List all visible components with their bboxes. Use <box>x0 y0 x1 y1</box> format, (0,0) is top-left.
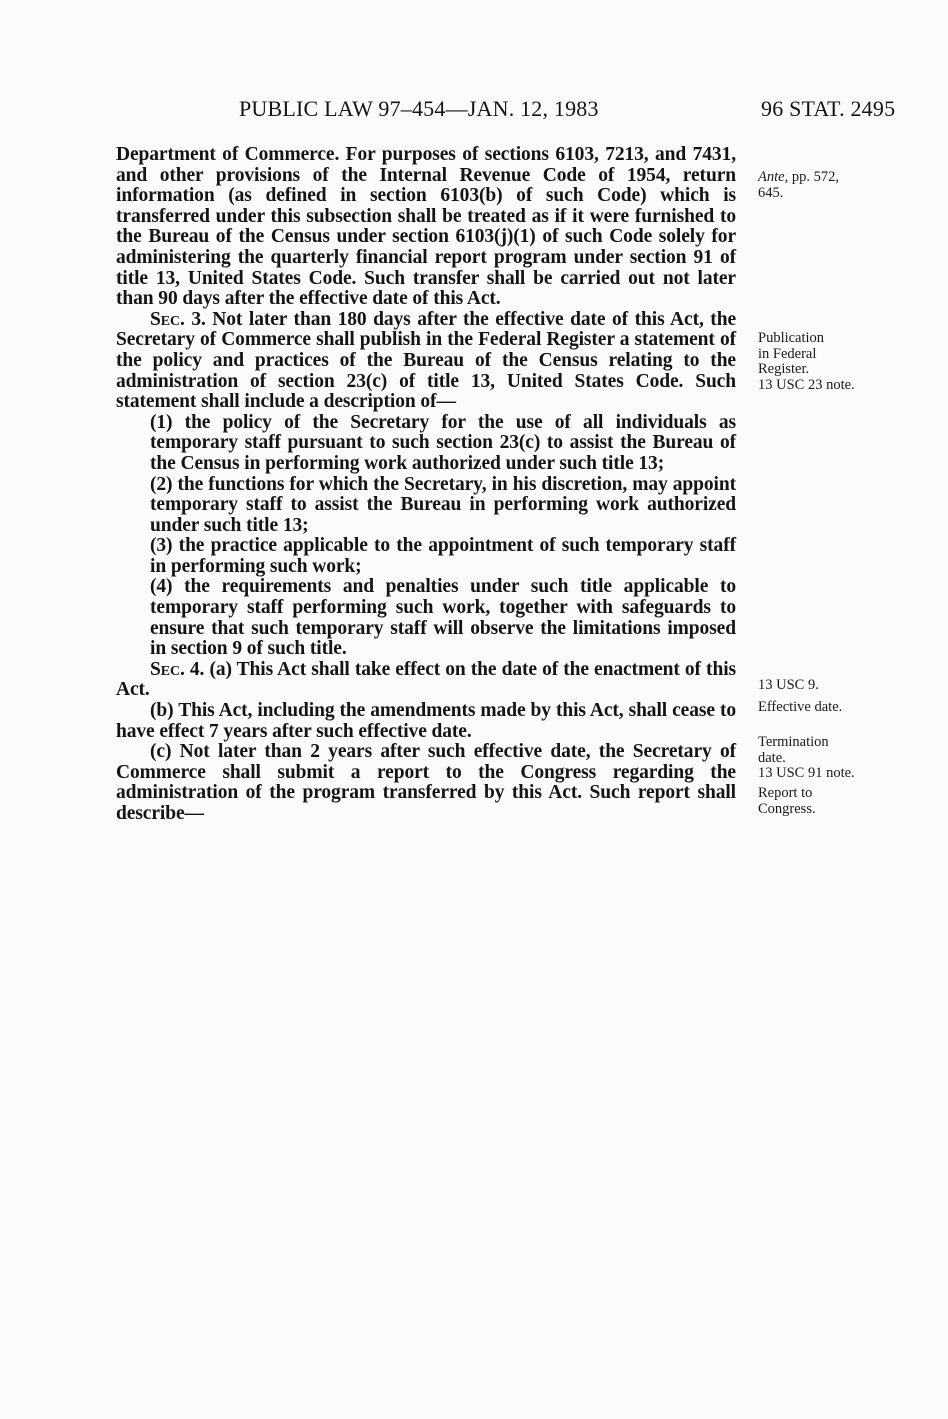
body-text <box>116 145 736 825</box>
usc-23-note: 13 USC 23 note. <box>758 376 855 393</box>
list-item: (1) the policy of the Secretary for the use of all individuals as temporary staff pursuant to such section 23(c) to assist the Bureau of the Census in performing work authorized under such title 13; <box>150 411 736 474</box>
margin-note-report <box>758 786 908 817</box>
section-4a-paragraph <box>116 660 736 701</box>
ante-page-cont: 645. <box>758 184 784 201</box>
page-header <box>0 96 948 126</box>
section-4b-paragraph: (b) This Act, including the amendments made by this Act, shall cease to have effect 7 years after such effective date. <box>116 700 736 742</box>
section-4c-paragraph: (c) Not later than 2 years after such effective date, the Secretary of Commerce shall submit a report to the Congress regarding the administration of the program transferred by this Act. Such report shall describe— <box>116 741 736 824</box>
law-title: PUBLIC LAW 97–454—JAN. 12, 1983 <box>239 96 599 121</box>
margin-note-ante <box>758 170 908 201</box>
section-3-label: Sec. 3. <box>150 308 206 330</box>
margin-note-usc-9 <box>758 678 908 694</box>
list-item: (3) the practice applicable to the appointment of such temporary staff in performing such work; <box>150 535 736 577</box>
publication-line: in Federal <box>758 345 817 362</box>
section-4a-text: (a) This Act shall take effect on the date of the enactment of this Act. <box>116 658 737 701</box>
publication-line: Publication <box>758 330 825 346</box>
section-3-text: Not later than 180 days after the effective date of this Act, the Secretary of Commerce shall publish in the Federal Register a statement of the policy and practices of the Bureau of the Census relating to the administration of section 23(c) of title 13, United States Code. Such statement shall include a description of— <box>116 308 736 413</box>
usc-9: 13 USC 9. <box>758 677 819 693</box>
report-line: Report to <box>758 785 813 801</box>
usc-91-note: 13 USC 91 note. <box>758 765 855 781</box>
paragraph-continuation: Department of Commerce. For purposes of sections 6103, 7213, and 7431, and other provisions of the Internal Revenue Code of 1954, return information (as defined in section 6103(b) of such Code) which is transferred under this subsection shall be treated as if it were furnished to the Bureau of the Census under section 6103(j)(1) of such Code solely for administering the quarterly financial report program under section 91 of title 13, United States Code. Such transfer shall be carried out not later than 90 days after the effective date of this Act. <box>116 144 736 310</box>
report-line: Congress. <box>758 800 816 817</box>
statute-reference: 96 STAT. 2495 <box>761 96 896 121</box>
list-item: (2) the functions for which the Secretary, in his discretion, may appoint temporary staff to assist the Bureau in performing work authorized under such title 13; <box>150 473 736 536</box>
margin-note-effective-date <box>758 700 908 716</box>
margin-note-publication <box>758 331 908 393</box>
list-item: (4) the requirements and penalties under such title applicable to temporary staff performing such work, together with safeguards to ensure that such temporary staff will observe the limitations imposed in section 9 of such title. <box>150 576 736 660</box>
ante-italic: Ante, <box>758 169 789 185</box>
effective-date: Effective date. <box>758 699 843 715</box>
section-4-label: Sec. 4. <box>150 658 205 680</box>
ante-pages: pp. 572, <box>788 169 839 185</box>
termination-line: Termination <box>758 734 829 750</box>
publication-line: Register. <box>758 361 810 377</box>
termination-line: date. <box>758 749 786 766</box>
section-3-paragraph <box>116 310 736 413</box>
margin-note-termination <box>758 735 908 782</box>
